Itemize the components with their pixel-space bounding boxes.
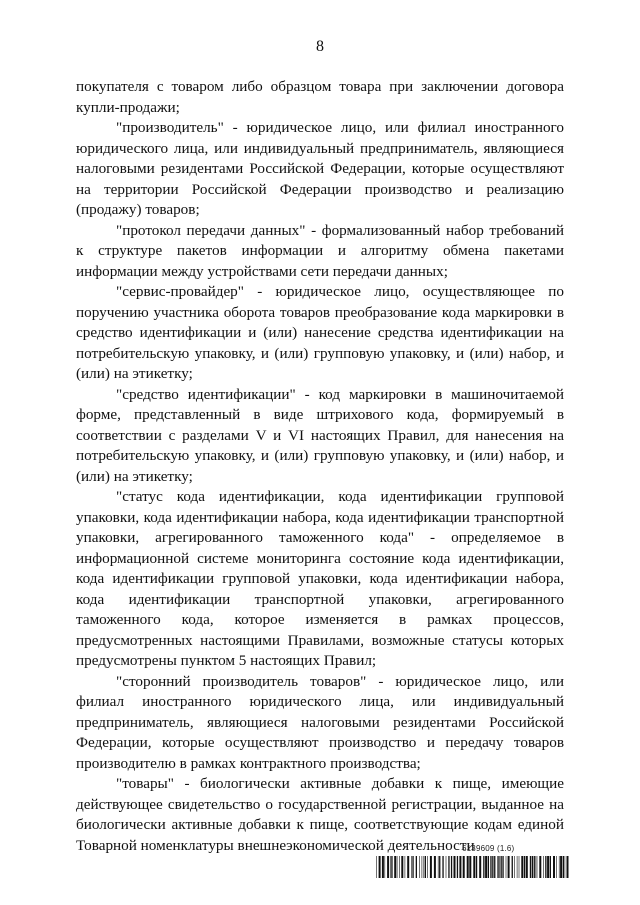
document-code: 6139609 (1.6) <box>462 844 515 853</box>
barcode-bar <box>473 856 475 878</box>
barcode-bar <box>494 856 495 878</box>
barcode-bar <box>401 856 403 878</box>
barcode-bar <box>508 856 510 878</box>
barcode-bar <box>446 856 447 878</box>
barcode-bar <box>407 856 409 878</box>
definition-goods: "товары" - биологически активные добавки к пище, имеющие действующее свидетельство о государственной регистрации, выданное на биологически активные добавки к пище, соответствующие кодам единой Товарной номенклатуры внешнеэкономической деятельности <box>76 775 564 854</box>
page-number: 8 <box>316 38 324 55</box>
barcode-bar <box>425 856 426 878</box>
barcode-bar <box>405 856 406 878</box>
barcode-bar <box>501 856 502 878</box>
paragraph-continuation: покупателя с товаром либо образцом товара при заключении договора купли-продажи; <box>76 78 564 116</box>
barcode-bar <box>497 856 498 878</box>
barcode-bar <box>492 856 493 878</box>
barcode-bar <box>517 856 518 878</box>
barcode-bar <box>553 856 555 878</box>
barcode-bar <box>485 856 487 878</box>
barcode-bar <box>459 856 461 878</box>
barcode-bar <box>534 856 535 878</box>
barcode-bar <box>387 856 389 878</box>
barcode-bar <box>550 856 551 878</box>
barcode-bar <box>422 856 423 878</box>
barcode-bar <box>434 856 436 878</box>
barcode-bar <box>439 856 440 878</box>
barcode-bar <box>419 856 420 878</box>
barcode-bar <box>526 856 528 878</box>
definition-manufacturer: "производитель" - юридическое лицо, или филиал иностранного юридического лица, или индивидуальный предприниматель, являющиеся налоговыми резидентами Российской Федерации, которые осуществляют на территории Российской Федерации производство и реализацию (продажу) товаров; <box>76 119 564 218</box>
barcode-bar <box>397 856 398 878</box>
barcode-bar <box>379 856 381 878</box>
barcode-bar <box>502 856 503 878</box>
barcode-bar <box>430 856 432 878</box>
definition-identification-means: "средство идентификации" - код маркировки в машиночитаемой форме, представленный в виде штрихового кода, формируемый в соответствии с разделами V и VI настоящих Правил, для нанесения на потребительскую упаковку, и (или) групповую упаковку, и (или) набор, и (или) на этикетку; <box>76 385 564 485</box>
barcode-bar <box>512 856 513 878</box>
barcode-bar <box>451 856 452 878</box>
barcode-bar <box>539 856 541 878</box>
barcode-bar <box>563 856 564 878</box>
barcode-bar <box>382 856 384 878</box>
barcode-bar <box>530 856 531 878</box>
barcode-bar <box>567 856 569 878</box>
barcode-bar <box>506 856 507 878</box>
barcode-bar <box>457 856 458 878</box>
definition-service-provider: "сервис-провайдер" - юридическое лицо, осуществляющее по поручению участника оборота товаров преобразование кода маркировки в средство идентификации и (или) нанесение средства идентификации на потребительскую упаковку, и (или) групповую упаковку, и (или) набор, и (или) на этикетку; <box>76 283 564 382</box>
barcode-bar <box>556 856 557 878</box>
barcode-bar <box>424 856 425 878</box>
document-body <box>76 77 564 856</box>
barcode-bar <box>537 856 538 878</box>
barcode-bar <box>560 856 562 878</box>
barcode-bar <box>394 856 396 878</box>
barcode-bar <box>524 856 525 878</box>
barcode-bar <box>519 856 520 878</box>
barcode-bar <box>543 856 544 878</box>
barcode-bar <box>565 856 566 878</box>
barcode-bar <box>469 856 471 878</box>
barcode-bar <box>390 856 391 878</box>
barcode-bar <box>467 856 469 878</box>
barcode-bar <box>411 856 412 878</box>
barcode-bar <box>427 856 428 878</box>
barcode-bar <box>499 856 500 878</box>
barcode-bar <box>559 856 560 878</box>
barcode-bar <box>536 856 537 878</box>
barcode-bar <box>547 856 549 878</box>
barcode-bar <box>392 856 393 878</box>
definition-third-party-manufacturer: "сторонний производитель товаров" - юридическое лицо, или филиал иностранного юридического лица, или индивидуальный предприниматель, являющиеся налоговыми резидентами Российской Федерации, которые осуществляют производство и передачу товаров производителю в рамках контрактного производства; <box>76 672 564 772</box>
barcode-bar <box>479 856 481 878</box>
definition-code-status: "статус кода идентификации, кода идентификации групповой упаковки, кода идентификации набора, кода идентификации транспортной упаковки, агрегированного таможенного кода" - определяемое в информационной системе мониторинга состояние кода идентификации, кода идентификации групповой упаковки, кода идентификации набора, кода идентификации транспортной упаковки, агрегированного таможенного кода, которое изменяется в рамках процессов, предусмотренных настоящими Правилами, возможные статусы которых предусмотрены пунктом 5 настоящих Правил; <box>76 488 564 669</box>
barcode-bar <box>416 856 417 878</box>
barcode-bar <box>454 856 456 878</box>
barcode-bar <box>448 856 449 878</box>
barcode-bar <box>399 856 400 878</box>
barcode-bar <box>385 856 386 878</box>
barcode-bar <box>412 856 413 878</box>
definition-data-protocol: "протокол передачи данных" - формализованный набор требований к структуре пакетов информации и алгоритму обмена пакетами информации между устройствами сети передачи данных; <box>76 221 564 280</box>
barcode-bar <box>442 856 443 878</box>
barcode-bar <box>438 856 439 878</box>
barcode-bar <box>463 856 465 878</box>
barcode-bar <box>532 856 533 878</box>
barcode-bar <box>376 856 377 878</box>
barcode-bar <box>514 856 515 878</box>
barcode-bar <box>521 856 523 878</box>
barcode-image <box>376 856 569 878</box>
barcode-bar <box>490 856 491 878</box>
barcode-bar <box>483 856 484 878</box>
barcode-bar <box>488 856 489 878</box>
barcode-bar <box>545 856 546 878</box>
barcode-bar <box>476 856 477 878</box>
